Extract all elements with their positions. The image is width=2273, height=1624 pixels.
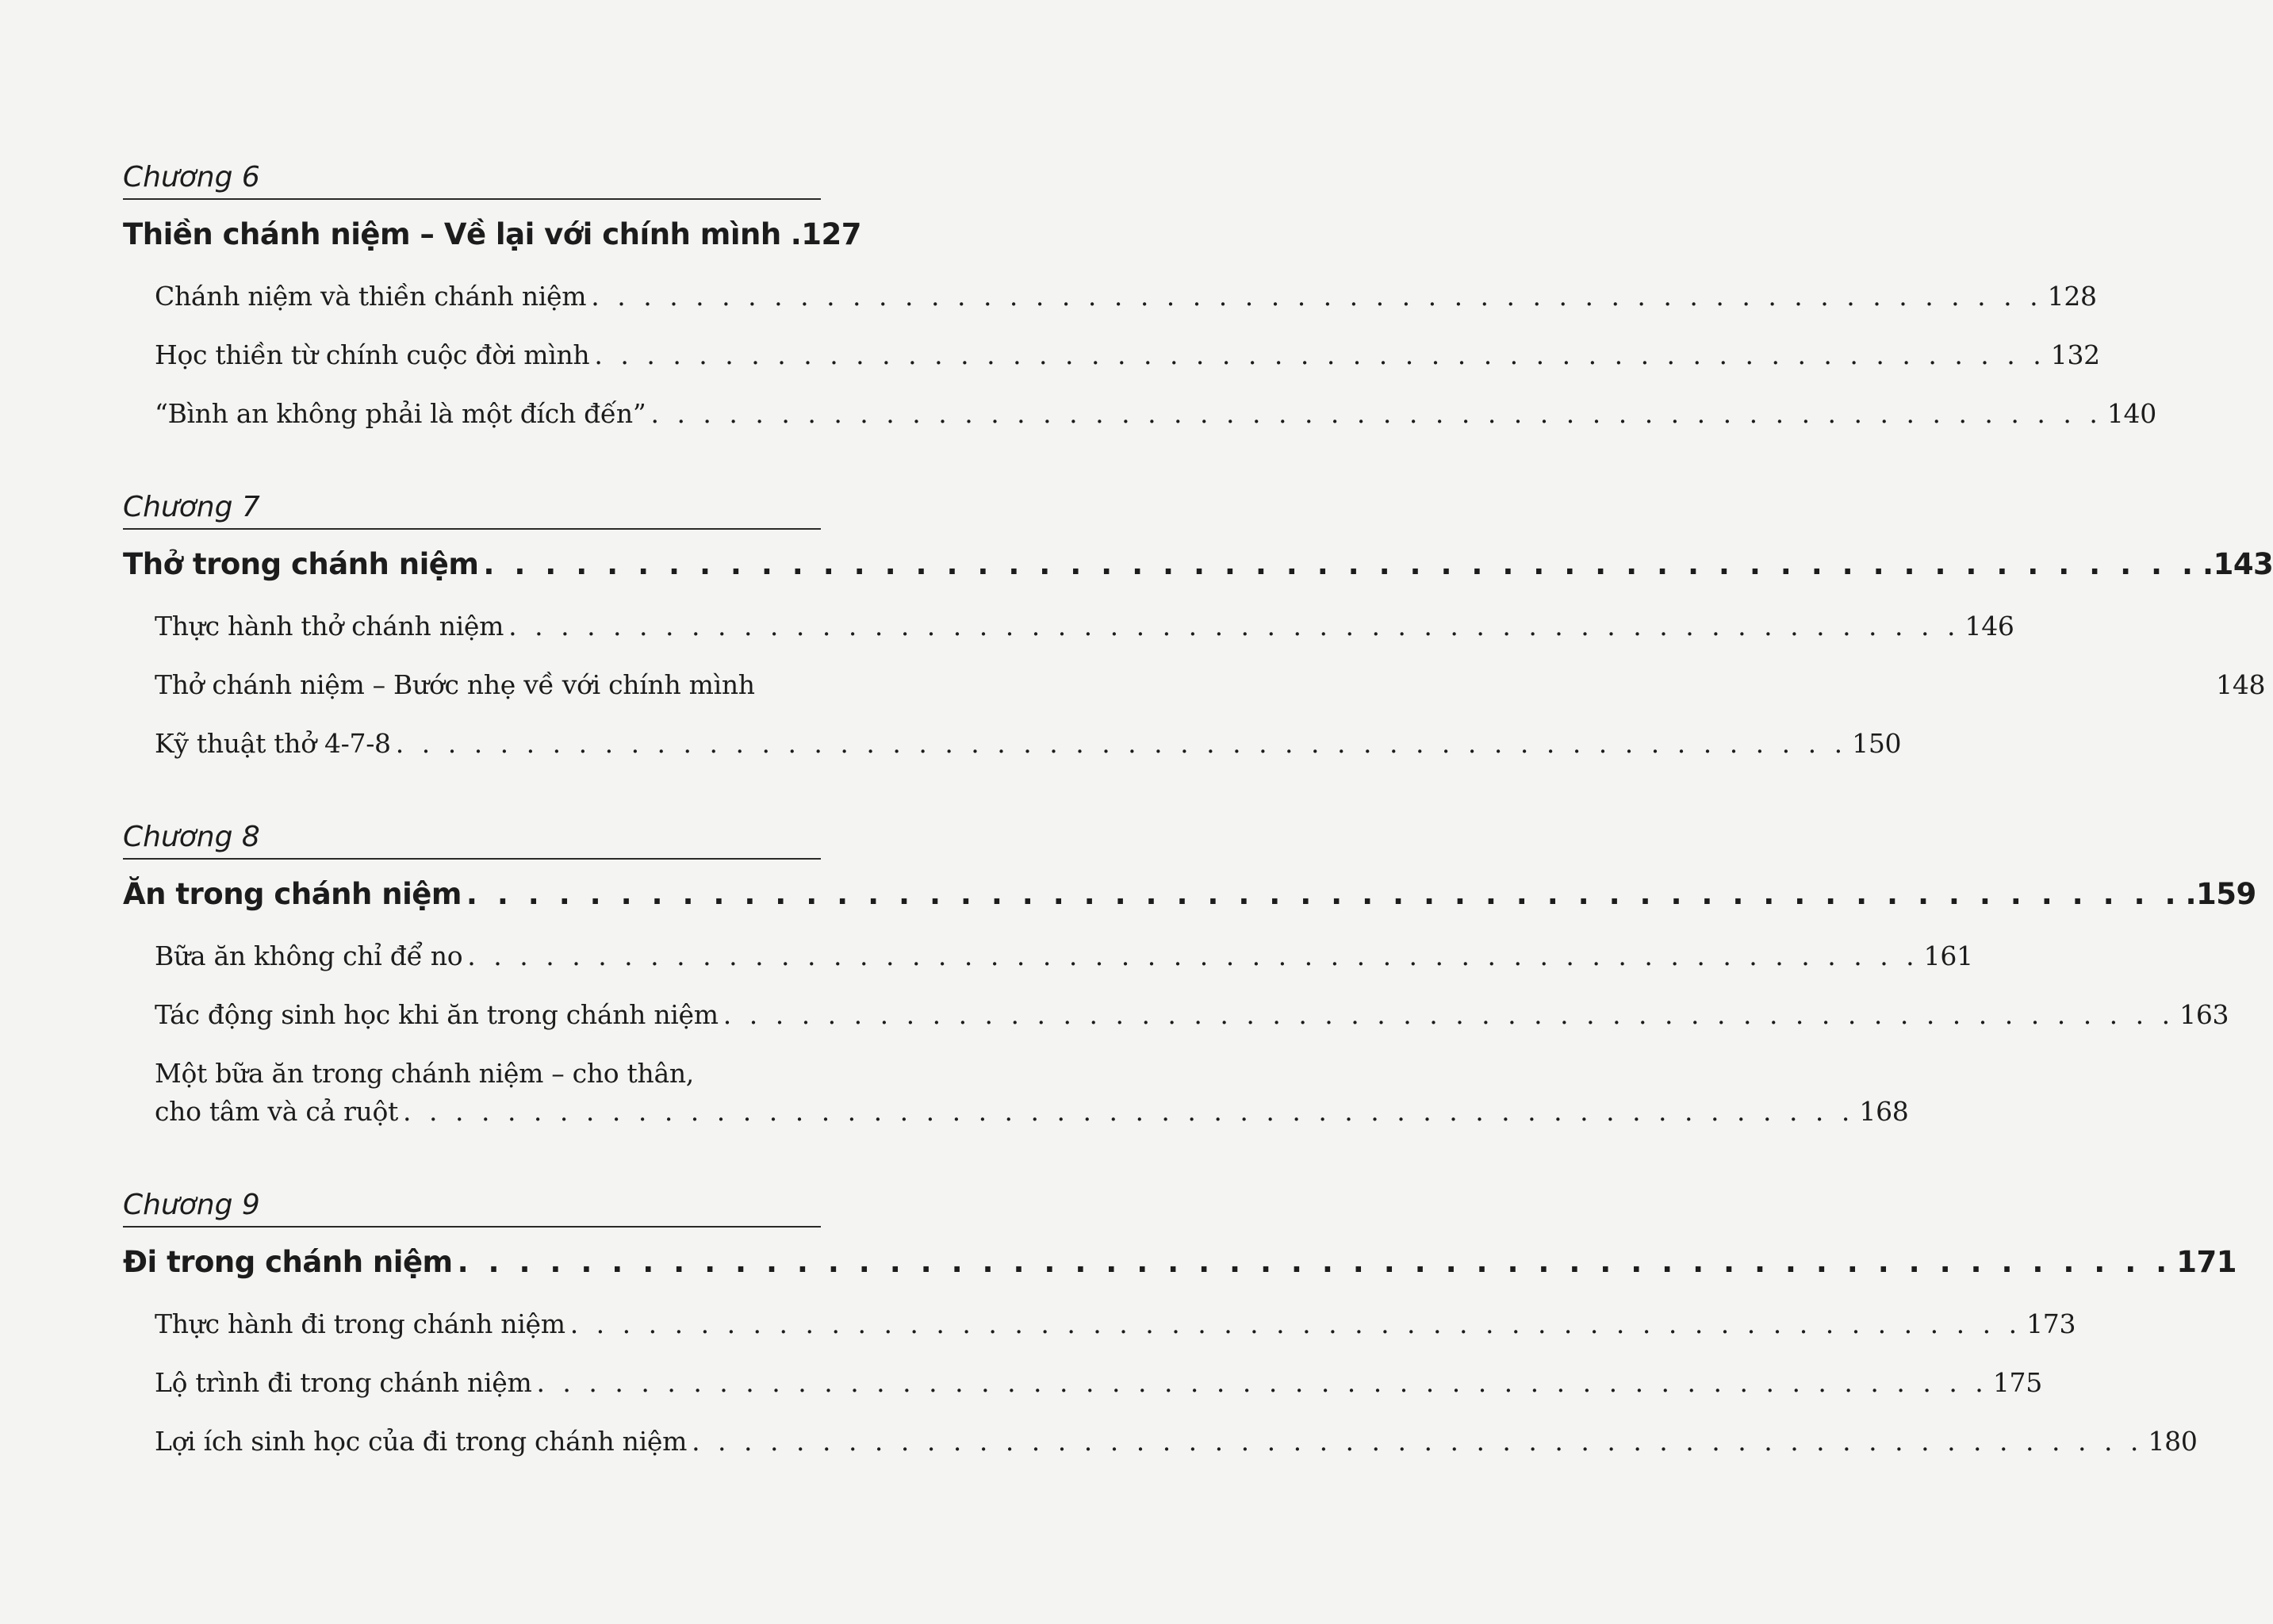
dot-leader — [403, 1093, 1854, 1131]
entry-page-number: 148 — [2216, 669, 2266, 700]
chapter-label: Chương 9 — [123, 1186, 821, 1228]
entry-page-number: 146 — [1964, 611, 2014, 642]
dot-leader — [650, 395, 2102, 433]
chapter-title-text: Đi trong chánh niệm — [123, 1245, 453, 1279]
toc-entry — [155, 395, 2156, 433]
chapter-label: Chương 6 — [123, 159, 821, 200]
entry-title: Lộ trình đi trong chánh niệm — [155, 1367, 532, 1398]
entry-page-number: 175 — [1992, 1367, 2042, 1398]
toc-entry — [155, 937, 1973, 975]
title-leader — [458, 1240, 2172, 1285]
entry-page-number: 163 — [2179, 999, 2229, 1030]
entry-lines — [155, 1055, 1909, 1131]
chapter-label: Chương 8 — [123, 818, 821, 860]
entry-page-number: 140 — [2106, 398, 2156, 429]
entry-title: Tác động sinh học khi ăn trong chánh niệm — [155, 999, 719, 1030]
entry-title: Chánh niệm và thiền chánh niệm — [155, 281, 587, 312]
chapter-title-text: Thở trong chánh niệm — [123, 547, 479, 581]
table-of-contents — [123, 159, 2273, 1461]
toc-entry — [155, 607, 2014, 645]
toc-entry — [155, 1423, 2198, 1461]
entry-last-line — [155, 1093, 1909, 1131]
dot-leader — [570, 1305, 2022, 1343]
toc-entry — [155, 336, 2100, 374]
entry-title: Bữa ăn không chỉ để no — [155, 940, 463, 971]
chapter-7 — [123, 488, 2273, 763]
entry-page-number: 132 — [2050, 339, 2100, 370]
entry-page-number: 168 — [1859, 1096, 1909, 1127]
dot-leader — [467, 937, 1918, 975]
entry-page-number: 180 — [2148, 1426, 2198, 1457]
entry-title: Thở chánh niệm – Bước nhẹ về với chính mình — [155, 669, 755, 700]
dot-leader — [591, 278, 2042, 316]
entry-title: Lợi ích sinh học của đi trong chánh niệm — [155, 1426, 688, 1457]
entry-page-number: 150 — [1852, 728, 1902, 759]
chapter-label: Chương 7 — [123, 488, 821, 530]
toc-entry — [155, 666, 2266, 704]
title-leader — [466, 872, 2181, 917]
chapter-title — [123, 1240, 2237, 1285]
entry-title: Thực hành thở chánh niệm — [155, 611, 504, 642]
chapter-title-text: Thiền chánh niệm – Về lại với chính mình — [123, 217, 781, 251]
chapter-page-number: .143 — [2202, 547, 2273, 581]
entry-page-number: 173 — [2026, 1308, 2076, 1339]
toc-entry — [155, 1364, 2042, 1402]
title-leader — [483, 542, 2198, 587]
dot-leader — [723, 996, 2175, 1034]
toc-entry — [155, 996, 2229, 1034]
chapter-9 — [123, 1186, 2237, 1461]
chapter-8 — [123, 818, 2256, 1131]
entry-title: Kỹ thuật thở 4-7-8 — [155, 728, 391, 759]
dot-leader — [536, 1364, 1987, 1402]
entry-title-line-1: Một bữa ăn trong chánh niệm – cho thân, — [155, 1058, 694, 1089]
entry-title-line-2: cho tâm và cả ruột — [155, 1096, 399, 1127]
chapter-page-number: .159 — [2185, 877, 2256, 911]
entry-title: “Bình an không phải là một đích đến” — [155, 398, 646, 429]
toc-entry-multiline — [155, 1055, 1909, 1131]
chapter-title — [123, 542, 2273, 587]
entry-page-number: 161 — [1923, 940, 1973, 971]
dot-leader — [594, 336, 2045, 374]
dot-leader — [508, 607, 1960, 645]
chapter-page-number: .127 — [790, 217, 861, 251]
dot-leader — [396, 725, 1847, 763]
chapter-6 — [123, 159, 2156, 433]
chapter-title — [123, 872, 2256, 917]
chapter-title — [123, 213, 861, 257]
dot-leader — [692, 1423, 2143, 1461]
chapter-page-number: 171 — [2176, 1245, 2237, 1279]
entry-title: Học thiền từ chính cuộc đời mình — [155, 339, 590, 370]
toc-entry — [155, 278, 2097, 316]
toc-entry — [155, 1305, 2076, 1343]
chapter-title-text: Ăn trong chánh niệm — [123, 877, 462, 911]
entry-title: Thực hành đi trong chánh niệm — [155, 1308, 565, 1339]
entry-page-number: 128 — [2047, 281, 2097, 312]
toc-entry — [155, 725, 1902, 763]
